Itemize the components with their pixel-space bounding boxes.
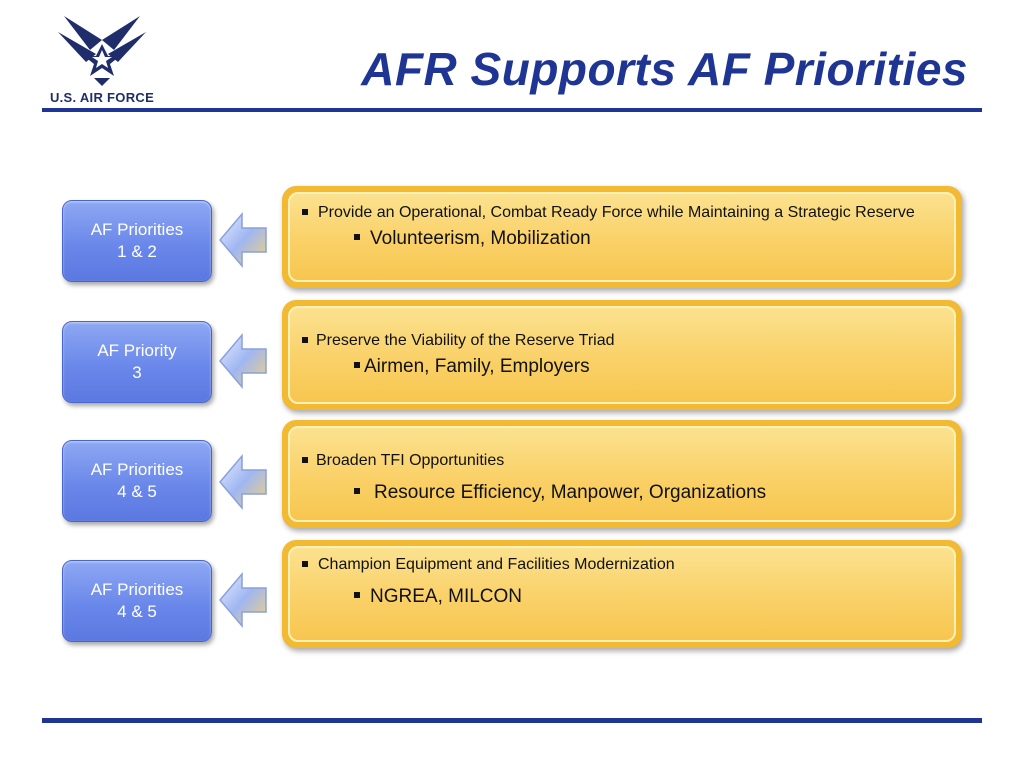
- bullet-item: [302, 450, 942, 472]
- priority-box: [62, 560, 212, 642]
- left-arrow-icon: [218, 570, 270, 630]
- slide-title: AFR Supports AF Priorities: [361, 43, 968, 95]
- sub-bullet-text: Resource Efficiency, Manpower, Organizations: [374, 482, 767, 503]
- square-bullet-icon: [302, 209, 308, 215]
- priority-number: 4 & 5: [117, 482, 157, 501]
- content-box: [282, 420, 962, 528]
- square-bullet-icon: [302, 457, 308, 463]
- square-bullet-icon: [354, 592, 360, 598]
- priority-box: [62, 321, 212, 403]
- sub-bullet-text: Volunteerism, Mobilization: [370, 228, 591, 249]
- left-arrow-icon: [218, 331, 270, 391]
- sub-bullet-item: [354, 480, 942, 506]
- bullet-text: Champion Equipment and Facilities Modernization: [318, 556, 675, 573]
- content-box: [282, 186, 962, 288]
- title-divider: [42, 108, 982, 112]
- logo-text: U.S. AIR FORCE: [49, 90, 155, 105]
- square-bullet-icon: [354, 488, 360, 494]
- priority-label: AF Priorities: [90, 460, 184, 479]
- bullet-item: [302, 202, 942, 224]
- air-force-wings-icon: [56, 10, 148, 88]
- content-box: [282, 540, 962, 648]
- priority-label: AF Priorities: [90, 580, 184, 599]
- priority-box: [62, 200, 212, 282]
- bullet-text: Preserve the Viability of the Reserve Triad: [316, 332, 615, 349]
- square-bullet-icon: [354, 234, 360, 240]
- priority-label: AF Priorities: [90, 220, 184, 239]
- bullet-text: Provide an Operational, Combat Ready Force while Maintaining a Strategic Reserve: [318, 204, 915, 221]
- sub-bullet-item: [354, 226, 942, 252]
- bullet-text: Broaden TFI Opportunities: [316, 452, 505, 469]
- square-bullet-icon: [302, 337, 308, 343]
- air-force-logo: [42, 10, 162, 110]
- priority-number: 3: [132, 363, 142, 382]
- bullet-item: [302, 554, 942, 576]
- left-arrow-icon: [218, 210, 270, 270]
- square-bullet-icon: [302, 561, 308, 567]
- bullet-item: [302, 330, 942, 352]
- footer-divider: [42, 718, 982, 723]
- content-box: [282, 300, 962, 410]
- priority-box: [62, 440, 212, 522]
- square-bullet-icon: [354, 362, 360, 368]
- priority-number: 4 & 5: [117, 602, 157, 621]
- sub-bullet-item: [354, 354, 942, 380]
- sub-bullet-item: [354, 584, 942, 610]
- priority-label: AF Priority: [97, 341, 177, 360]
- priority-number: 1 & 2: [117, 242, 157, 261]
- left-arrow-icon: [218, 452, 270, 512]
- sub-bullet-text: Airmen, Family, Employers: [364, 356, 590, 377]
- sub-bullet-text: NGREA, MILCON: [370, 586, 523, 607]
